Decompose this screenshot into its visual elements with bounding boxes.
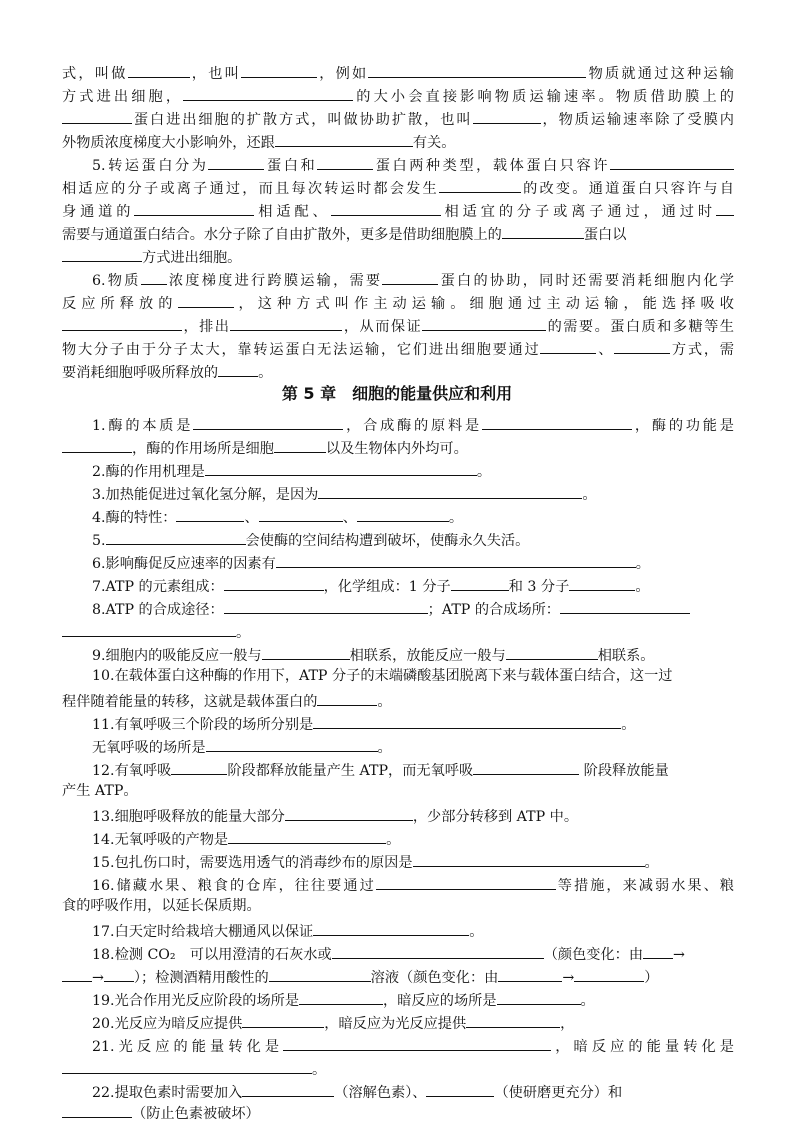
fill-blank[interactable] <box>171 757 227 775</box>
question-line: 13.细胞呼吸释放的能量大部分 ，少部分转移到 ATP 中。 <box>92 803 734 826</box>
fill-blank[interactable] <box>208 152 264 170</box>
fill-blank[interactable] <box>313 918 469 936</box>
question-line: 6.影响酶促反应速率的因素有 。 <box>92 550 734 573</box>
fill-blank[interactable] <box>560 596 690 614</box>
question-line: 食的呼吸作用，以延长保质期。 <box>62 898 261 914</box>
question-line: 产生 ATP。 <box>62 783 138 799</box>
fill-blank[interactable] <box>106 527 246 545</box>
question-line: 5. 会使酶的空间结构遭到破坏，使酶永久失活。 <box>92 527 734 550</box>
fill-blank[interactable] <box>317 688 377 706</box>
fill-blank[interactable] <box>439 175 521 193</box>
text-line: 6.物质 浓度梯度进行跨膜运输，需要 蛋白的协助，同时还需要消耗细胞内化学 <box>92 267 734 290</box>
fill-blank[interactable] <box>62 313 182 331</box>
fill-blank[interactable] <box>128 60 190 78</box>
fill-blank[interactable] <box>242 1079 334 1097</box>
fill-blank[interactable] <box>275 129 413 147</box>
text-line: 要消耗细胞呼吸所释放的 。 <box>62 359 262 382</box>
fill-blank[interactable] <box>62 964 92 982</box>
text-line: 相适应的分子或离子通过，而且每次转运时都会发生 的改变。通道蛋白只容许与自 <box>62 175 734 198</box>
fill-blank[interactable] <box>299 987 383 1005</box>
fill-blank[interactable] <box>614 336 670 354</box>
question-line: 10.在载体蛋白这种酶的作用下，ATP 分子的末端磷酸基团脱离下来与载体蛋白结合，这一过 <box>92 668 673 684</box>
question-line: 9.细胞内的吸能反应一般与 相联系，放能反应一般与 相联系。 <box>92 642 734 665</box>
fill-blank[interactable] <box>276 550 636 568</box>
question-line: 。 <box>62 619 734 642</box>
fill-blank[interactable] <box>313 711 621 729</box>
fill-blank[interactable] <box>643 941 673 959</box>
fill-blank[interactable] <box>574 964 644 982</box>
question-line: 程伴随着能量的转移，这就是载体蛋白的 。 <box>62 688 734 711</box>
fill-blank[interactable] <box>506 642 598 660</box>
question-line: 2.酶的作用机理是 。 <box>92 458 734 481</box>
fill-blank[interactable] <box>259 504 343 522</box>
question-line: 22.提取色素时需要加入 （溶解色素）、 （使研磨更充分）和 <box>92 1079 734 1102</box>
fill-blank[interactable] <box>426 1079 494 1097</box>
fill-blank[interactable] <box>498 964 562 982</box>
question-line: 21.光反应的能量转化是 ，暗反应的能量转化是 <box>92 1033 734 1056</box>
fill-blank[interactable] <box>62 106 132 124</box>
fill-blank[interactable] <box>242 1010 324 1028</box>
text-line: 反应所释放的 ，这种方式叫作主动运输。细胞通过主动运输，能选择吸收 <box>62 290 734 313</box>
fill-blank[interactable] <box>716 198 734 216</box>
fill-blank[interactable] <box>317 152 373 170</box>
fill-blank[interactable] <box>206 734 378 752</box>
fill-blank[interactable] <box>141 267 167 285</box>
fill-blank[interactable] <box>368 60 586 78</box>
question-line: 8.ATP 的合成途径： ；ATP 的合成场所： <box>92 596 734 619</box>
fill-blank[interactable] <box>569 573 635 591</box>
fill-blank[interactable] <box>224 596 428 614</box>
fill-blank[interactable] <box>230 313 342 331</box>
question-line: 15.包扎伤口时，需要选用透气的消毒纱布的原因是 。 <box>92 849 734 872</box>
chapter-title: 第 5 章 细胞的能量供应和利用 <box>281 384 513 403</box>
text-line: 式，叫做 ，也叫 ，例如 物质就通过这种运输 <box>62 60 734 83</box>
fill-blank[interactable] <box>473 757 579 775</box>
fill-blank[interactable] <box>376 872 556 890</box>
question-line: 16.储藏水果、粮食的仓库，往往要通过 等措施，来减弱水果、粮 <box>92 872 734 895</box>
fill-blank[interactable] <box>540 336 596 354</box>
fill-blank[interactable] <box>178 290 234 308</box>
question-line: 3.加热能促进过氧化氢分解，是因为 。 <box>92 481 734 504</box>
fill-blank[interactable] <box>218 359 258 377</box>
fill-blank[interactable] <box>473 106 541 124</box>
fill-blank[interactable] <box>274 435 326 453</box>
fill-blank[interactable] <box>193 412 343 430</box>
question-line: 20.光反应为暗反应提供 ，暗反应为光反应提供 ， <box>92 1010 734 1033</box>
fill-blank[interactable] <box>62 1100 132 1118</box>
fill-blank[interactable] <box>502 221 584 239</box>
question-line: 4.酶的特性： 、 、 。 <box>92 504 734 527</box>
question-line: 11.有氧呼吸三个阶段的场所分别是 。 <box>92 711 734 734</box>
question-line: 18.检测 CO₂ 可以用澄清的石灰水或 （颜色变化：由 → <box>92 941 734 964</box>
question-line: 19.光合作用光反应阶段的场所是 ，暗反应的场所是 。 <box>92 987 734 1010</box>
fill-blank[interactable] <box>134 198 254 216</box>
question-line: → ）；检测酒精用酸性的 溶液（颜色变化：由 → ） <box>62 964 734 987</box>
fill-blank[interactable] <box>283 1033 551 1051</box>
text-line: 外物质浓度梯度大小影响外，还跟 有关。 <box>62 129 734 152</box>
fill-blank[interactable] <box>422 313 546 331</box>
fill-blank[interactable] <box>357 504 449 522</box>
fill-blank[interactable] <box>62 244 142 262</box>
fill-blank[interactable] <box>241 60 317 78</box>
fill-blank[interactable] <box>332 941 544 959</box>
text-line: ，排出 ，从而保证 的需要。蛋白质和多糖等生 <box>62 313 734 336</box>
fill-blank[interactable] <box>413 849 645 867</box>
fill-blank[interactable] <box>331 198 441 216</box>
question-line: 。 <box>62 1056 734 1079</box>
fill-blank[interactable] <box>482 412 632 430</box>
fill-blank[interactable] <box>382 267 438 285</box>
text-line: 蛋白进出细胞的扩散方式，叫做协助扩散，也叫 ，物质运输速率除了受膜内 <box>62 106 734 129</box>
fill-blank[interactable] <box>224 573 324 591</box>
question-line: 7.ATP 的元素组成： ，化学组成：1 分子 和 3 分子 。 <box>92 573 734 596</box>
fill-blank[interactable] <box>285 803 413 821</box>
fill-blank[interactable] <box>176 504 244 522</box>
text-line: 5.转运蛋白分为 蛋白和 蛋白两种类型，载体蛋白只容许 <box>92 152 734 175</box>
text-line: 方式进出细胞。 <box>62 244 734 267</box>
fill-blank[interactable] <box>183 83 353 101</box>
fill-blank[interactable] <box>269 964 371 982</box>
text-line: 方式进出细胞， 的大小会直接影响物质运输速率。物质借助膜上的 <box>62 83 734 106</box>
question-line: ，酶的作用场所是细胞 以及生物体内外均可。 <box>62 435 734 458</box>
fill-blank[interactable] <box>497 987 581 1005</box>
fill-blank[interactable] <box>318 481 582 499</box>
fill-blank[interactable] <box>205 458 477 476</box>
fill-blank[interactable] <box>228 826 386 844</box>
question-line: 17.白天定时给栽培大棚通风以保证 。 <box>92 918 734 941</box>
text-line: 物大分子由于分子太大，靠转运蛋白无法运输，它们进出细胞要通过 、 方式，需 <box>62 336 734 359</box>
fill-blank[interactable] <box>466 1010 560 1028</box>
text-line: 需要与通道蛋白结合。水分子除了自由扩散外，更多是借助细胞膜上的 蛋白以 <box>62 221 734 244</box>
fill-blank[interactable] <box>62 1056 312 1074</box>
question-line: 无氧呼吸的场所是 。 <box>92 734 734 757</box>
question-line: 12.有氧呼吸 阶段都释放能量产生 ATP，而无氧呼吸 阶段释放能量 <box>92 757 734 780</box>
question-line: 14.无氧呼吸的产物是 。 <box>92 826 734 849</box>
question-line: 1.酶的本质是 ，合成酶的原料是 ，酶的功能是 <box>92 412 734 435</box>
text-line: 身通道的 相适配、 相适宜的分子或离子通过，通过时 <box>62 198 734 221</box>
fill-blank[interactable] <box>262 642 350 660</box>
fill-blank[interactable] <box>451 573 509 591</box>
fill-blank[interactable] <box>610 152 734 170</box>
question-line: （防止色素被破坏） <box>62 1100 734 1123</box>
fill-blank[interactable] <box>104 964 134 982</box>
fill-blank[interactable] <box>62 435 132 453</box>
fill-blank[interactable] <box>62 619 236 637</box>
